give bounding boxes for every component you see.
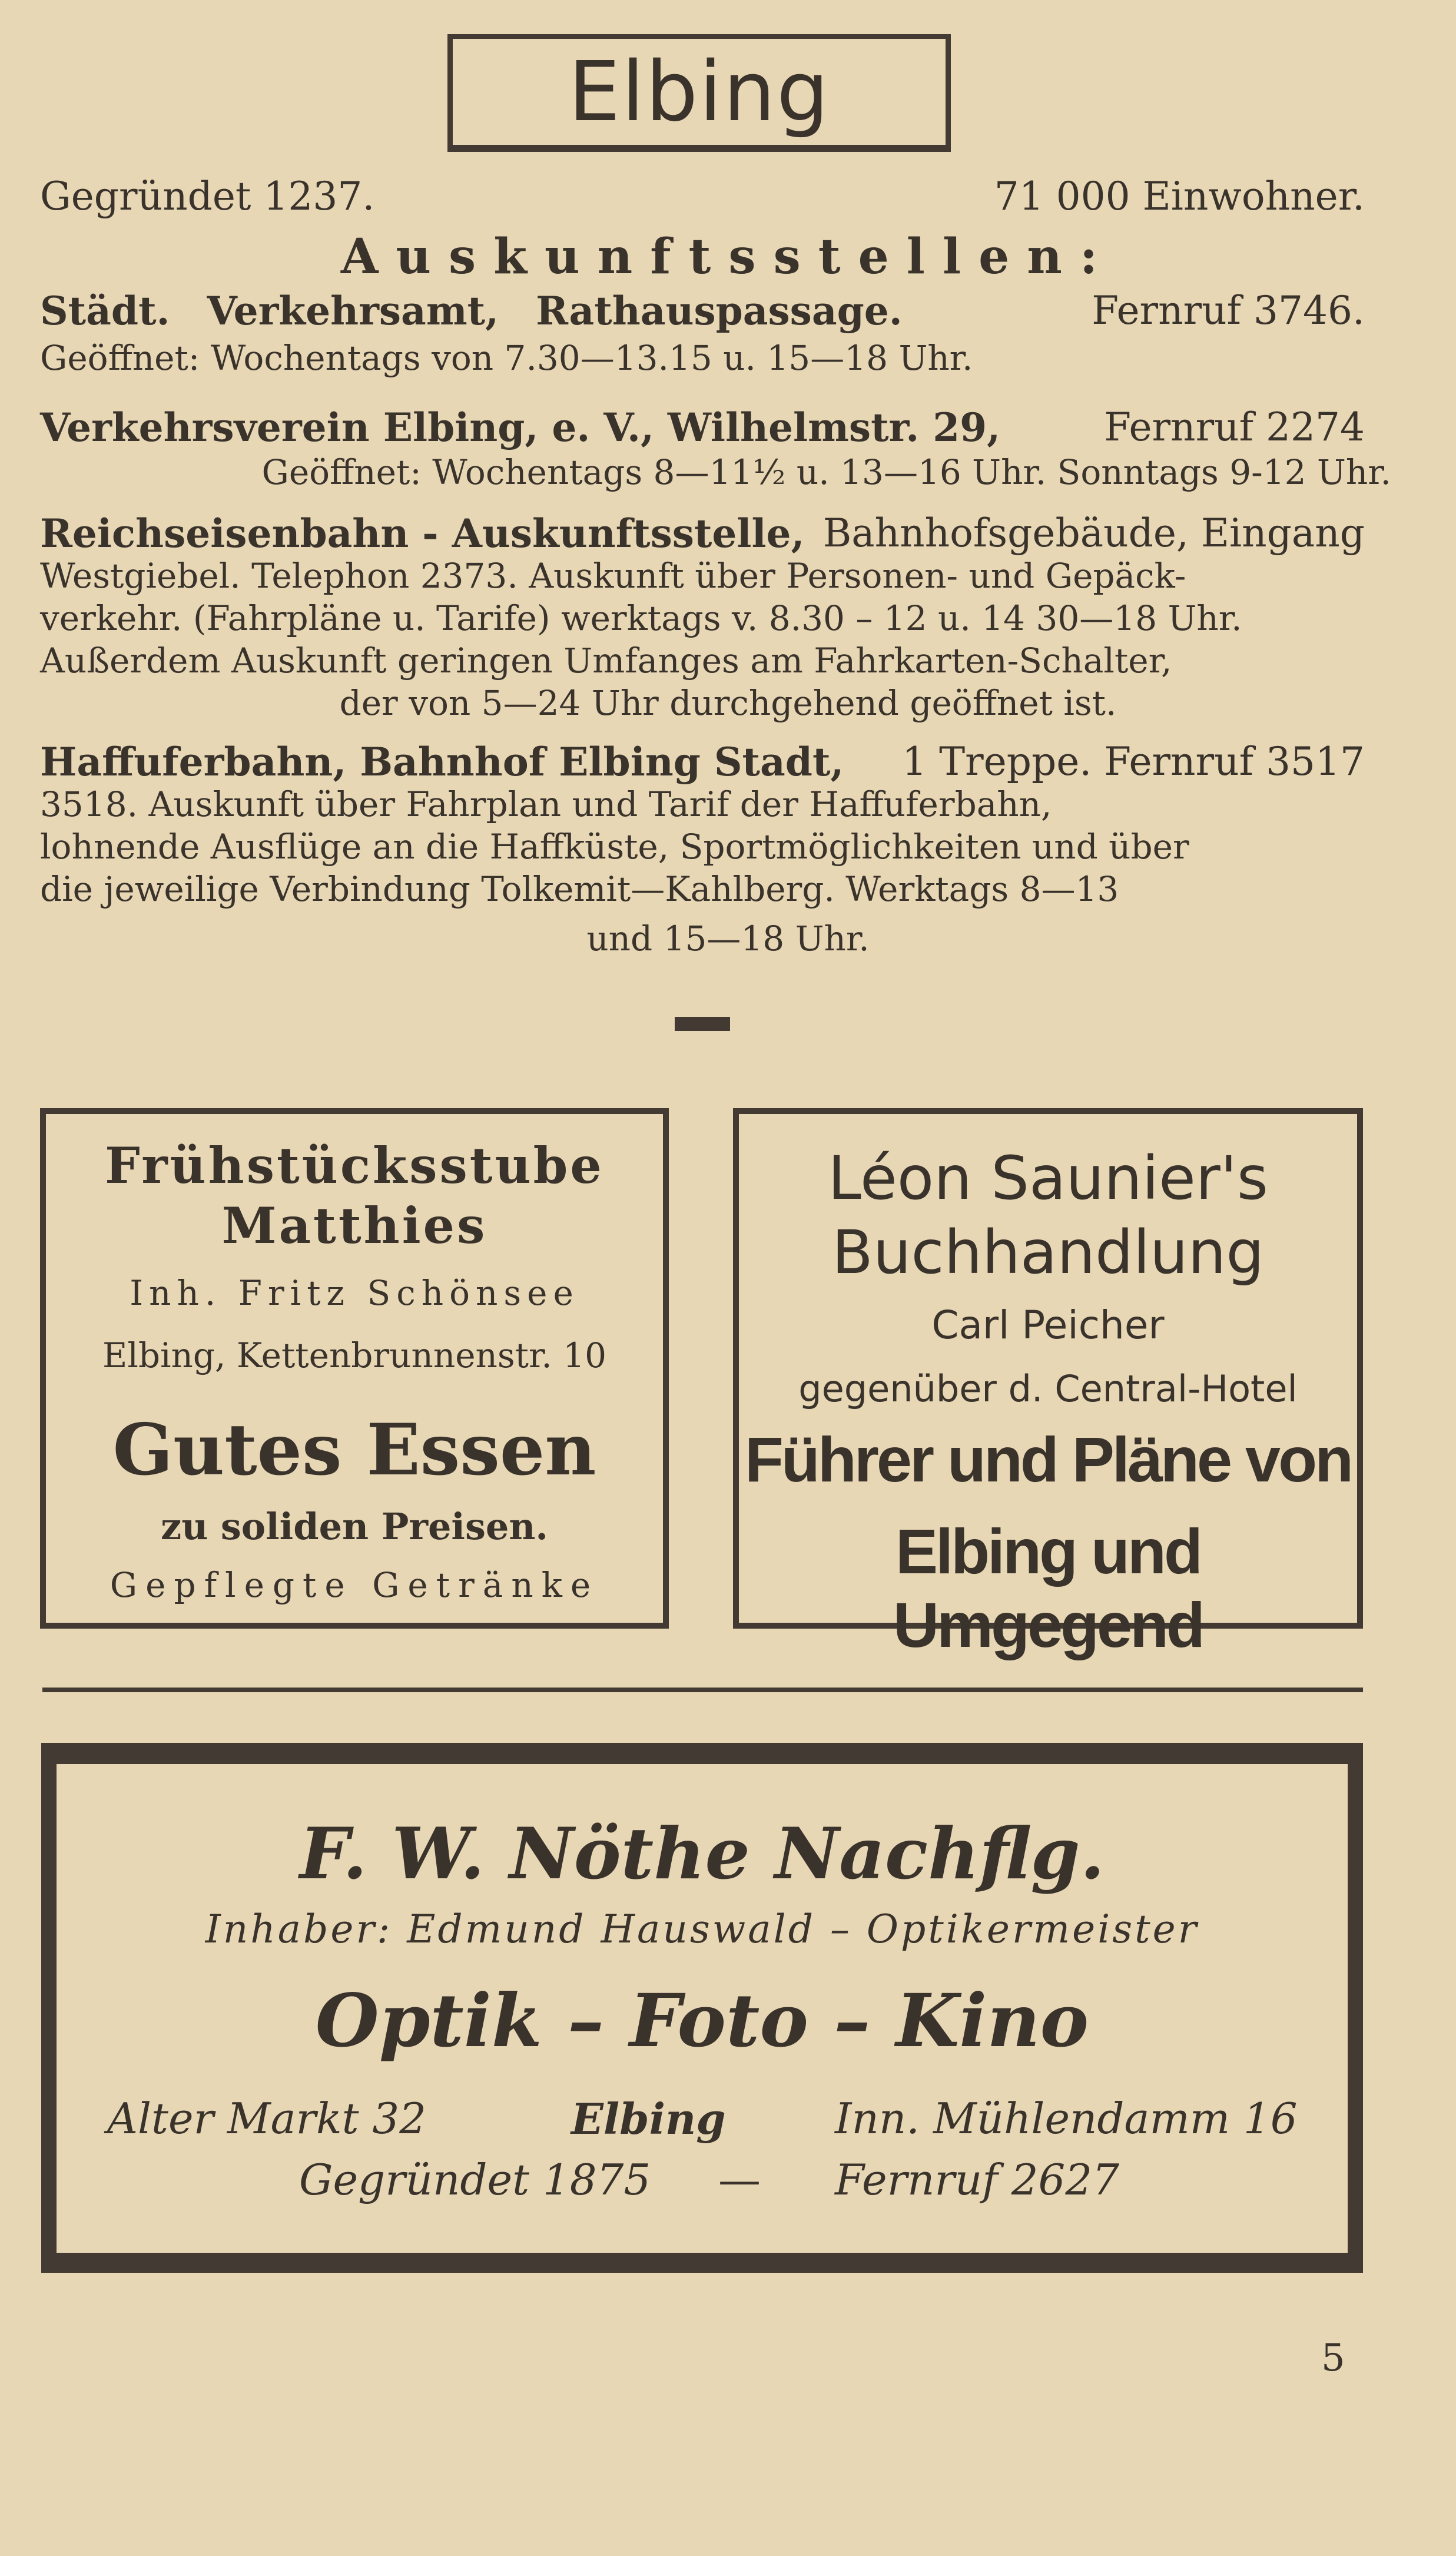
- ad-left-owner: Inh. Fritz Schönsee: [130, 1273, 579, 1313]
- ad-box-buchhandlung: [733, 1108, 1363, 1660]
- entry-3-line-3: verkehr. (Fahrpläne u. Tarife) werktags v. 8.30 – 12 u. 14 30—18 Uhr.: [40, 598, 1242, 638]
- ad-right-line-1: Léon Saunier's: [827, 1143, 1269, 1214]
- section-heading: Auskunftsstellen:: [340, 228, 1116, 285]
- entry-3-line-5: der von 5—24 Uhr durchgehend geöffnet ist.: [339, 683, 1117, 723]
- ad-bottom-address-left: Alter Markt 32: [107, 2094, 427, 2143]
- ad-left-line-1: Frühstücksstube: [105, 1136, 604, 1195]
- ad-left-slogan: Gutes Essen: [112, 1408, 596, 1491]
- entry-3-line-2: Westgiebel. Telephon 2373. Auskunft über Personen- und Gepäck-: [40, 556, 1186, 596]
- ad-right-owner: Carl Peicher: [931, 1302, 1165, 1348]
- ad-bottom-city: Elbing: [571, 2094, 726, 2144]
- entry-1-line-2: Geöffnet: Wochentags von 7.30—13.15 u. 15—18 Uhr.: [40, 338, 973, 378]
- entry-4-line-4: die jeweilige Verbindung Tolkemit—Kahlberg. Werktags 8—13: [40, 869, 1119, 909]
- ad-left-slogan-2: zu soliden Preisen.: [161, 1505, 548, 1548]
- entry-3-line-1: [40, 512, 1365, 555]
- ad-bottom-dash: —: [718, 2155, 761, 2204]
- population-text: 71 000 Einwohner.: [994, 174, 1365, 219]
- entry-1-phone: Fernruf 3746.: [1092, 288, 1365, 333]
- ad-box-optik: [41, 1743, 1363, 2273]
- entry-4-name: Haffuferbahn, Bahnhof Elbing Stadt,: [40, 739, 844, 785]
- entry-3-name: Reichseisenbahn - Auskunftsstelle,: [40, 510, 805, 556]
- ad-left-footer: Gepflegte Getränke: [110, 1565, 599, 1605]
- entry-4-line-1: [40, 741, 1365, 783]
- entry-2-name: Verkehrsverein Elbing, e. V., Wilhelmstr. 29,: [40, 405, 1001, 450]
- ad-bottom-founded: Gegründet 1875: [299, 2155, 651, 2204]
- header-line: [40, 175, 1365, 218]
- ad-box-fruehstuecksstube: [40, 1108, 669, 1629]
- entry-2-line-2: Geöffnet: Wochentags 8—11½ u. 13—16 Uhr. Sonntags 9-12 Uhr.: [261, 452, 1391, 492]
- entry-4-rest: 1 Treppe. Fernruf 3517: [902, 739, 1365, 784]
- separator-mark: [675, 1017, 730, 1031]
- ad-bottom-phone: Fernruf 2627: [835, 2155, 1119, 2204]
- entry-3-line-4: Außerdem Auskunft geringen Umfanges am Fahrkarten-Schalter,: [40, 641, 1172, 681]
- ad-right-offer-1: Führer und Pläne von: [744, 1424, 1352, 1495]
- entry-4-line-5: und 15—18 Uhr.: [586, 919, 870, 959]
- ad-bottom-services: Optik – Foto – Kino: [315, 1978, 1089, 2064]
- entry-4-line-3: lohnende Ausflüge an die Haffküste, Sportmöglichkeiten und über: [40, 827, 1189, 867]
- entry-2-line-1: [40, 406, 1365, 449]
- ad-bottom-firm: F. W. Nöthe Nachflg.: [299, 1812, 1105, 1895]
- entry-2-phone: Fernruf 2274: [1104, 405, 1365, 450]
- page-number: 5: [1321, 2336, 1345, 2380]
- ad-right-location: gegenüber d. Central-Hotel: [798, 1367, 1298, 1410]
- ad-bottom-address-right: Inn. Mühlendamm 16: [835, 2094, 1298, 2143]
- page-title: Elbing: [568, 44, 830, 140]
- ad-left-line-2: Matthies: [221, 1196, 487, 1255]
- founded-text: Gegründet 1237.: [40, 174, 375, 219]
- ad-bottom-owner: Inhaber: Edmund Hauswald – Optikermeister: [205, 1907, 1199, 1952]
- ad-right-line-2: Buchhandlung: [831, 1218, 1265, 1288]
- divider-line: [42, 1688, 1363, 1692]
- entry-3-rest: Bahnhofsgebäude, Eingang: [822, 510, 1365, 556]
- entry-1-name: Städt. Verkehrsamt, Rathauspassage.: [40, 288, 903, 334]
- title-box: [447, 34, 951, 152]
- ad-left-address: Elbing, Kettenbrunnenstr. 10: [102, 1335, 606, 1375]
- ad-right-offer-2: Elbing und Umgegend: [893, 1516, 1203, 1660]
- entry-1-line-1: [40, 290, 1365, 332]
- entry-4-line-2: 3518. Auskunft über Fahrplan und Tarif der Haffuferbahn,: [40, 784, 1052, 824]
